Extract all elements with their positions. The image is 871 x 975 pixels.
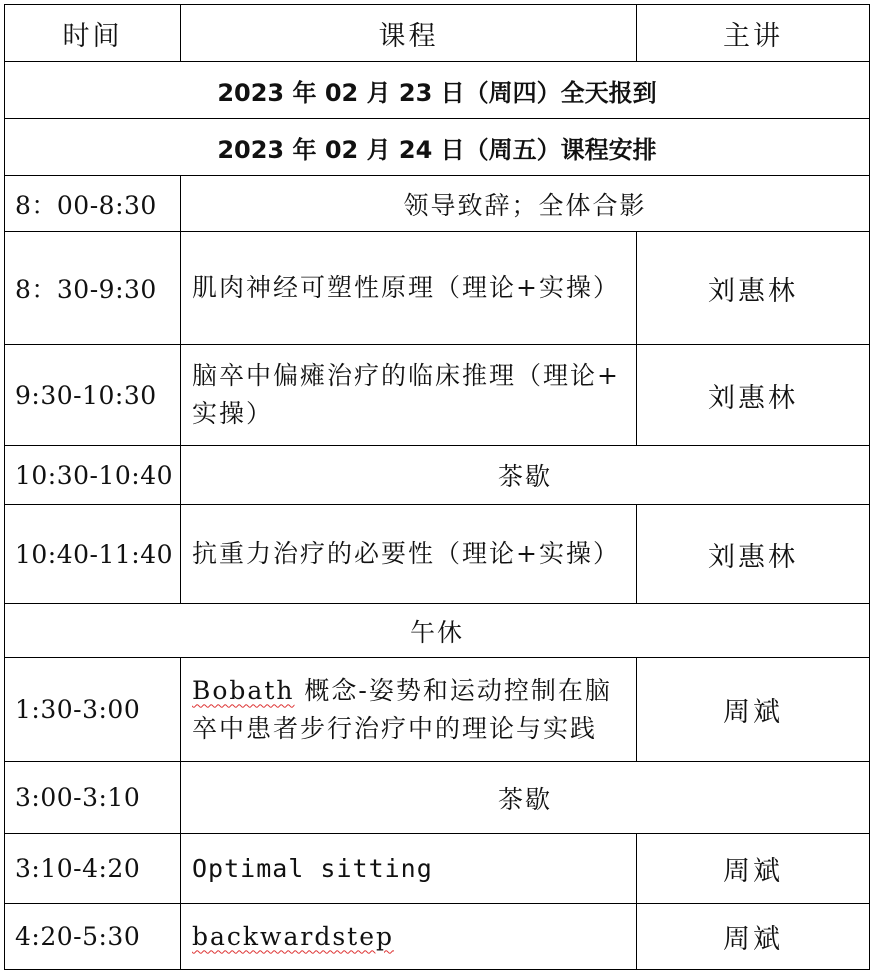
time-cell: 3:10-4:20: [5, 834, 181, 904]
course-cell: 茶歇: [181, 762, 870, 834]
header-speaker: 主讲: [637, 5, 870, 62]
course-cell: 领导致辞；全体合影: [181, 176, 870, 232]
speaker-cell: 刘惠林: [637, 232, 870, 345]
speaker-cell: 周斌: [637, 658, 870, 762]
time-cell: 4:20-5:30: [5, 904, 181, 970]
course-cell: 茶歇: [181, 446, 870, 505]
time-cell: 8：30-9:30: [5, 232, 181, 345]
speaker-cell: 刘惠林: [637, 505, 870, 604]
table-row: [5, 345, 870, 446]
day-row: [5, 62, 870, 119]
course-cell: Optimal sitting: [181, 834, 637, 904]
table-row: [5, 505, 870, 604]
course-cell: [181, 658, 637, 762]
schedule-table: [4, 4, 870, 970]
table-row: [5, 904, 870, 970]
speaker-cell: 周斌: [637, 834, 870, 904]
header-time: 时间: [5, 5, 181, 62]
course-line: [192, 672, 636, 710]
speaker-cell: 刘惠林: [637, 345, 870, 446]
course-line: 卒中患者步行治疗中的理论与实践: [192, 713, 598, 743]
day-title: 2023 年 02 月 24 日（周五）课程安排: [5, 119, 870, 176]
day-title: 2023 年 02 月 23 日（周四）全天报到: [5, 62, 870, 119]
course-cell: [181, 345, 637, 446]
table-row: [5, 446, 870, 505]
time-cell: 3:00-3:10: [5, 762, 181, 834]
course-cell: 肌肉神经可塑性原理（理论+实操）: [181, 232, 637, 345]
speaker-cell: 周斌: [637, 904, 870, 970]
course-line: 脑卒中偏瘫治疗的临床推理（理论+: [192, 361, 620, 390]
course-line: 实操）: [192, 399, 274, 428]
table-row: [5, 834, 870, 904]
course-cell: 抗重力治疗的必要性（理论+实操）: [181, 505, 637, 604]
header-row: [5, 5, 870, 62]
time-cell: 10:40-11:40: [5, 505, 181, 604]
time-cell: 1:30-3:00: [5, 658, 181, 762]
spellcheck-word: Bobath: [192, 675, 295, 705]
table-row: [5, 232, 870, 345]
table-row: [5, 658, 870, 762]
table-row: [5, 176, 870, 232]
spellcheck-word: backwardstep: [192, 921, 394, 951]
table-row: [5, 604, 870, 658]
table-row: [5, 762, 870, 834]
time-cell: 9:30-10:30: [5, 345, 181, 446]
header-course: 课程: [181, 5, 637, 62]
time-cell: 10:30-10:40: [5, 446, 181, 505]
course-cell: 午休: [5, 604, 870, 658]
course-cell: [181, 904, 637, 970]
time-cell: 8：00-8:30: [5, 176, 181, 232]
course-text: 概念-姿势和运动控制在脑: [294, 675, 612, 705]
day-row: [5, 119, 870, 176]
